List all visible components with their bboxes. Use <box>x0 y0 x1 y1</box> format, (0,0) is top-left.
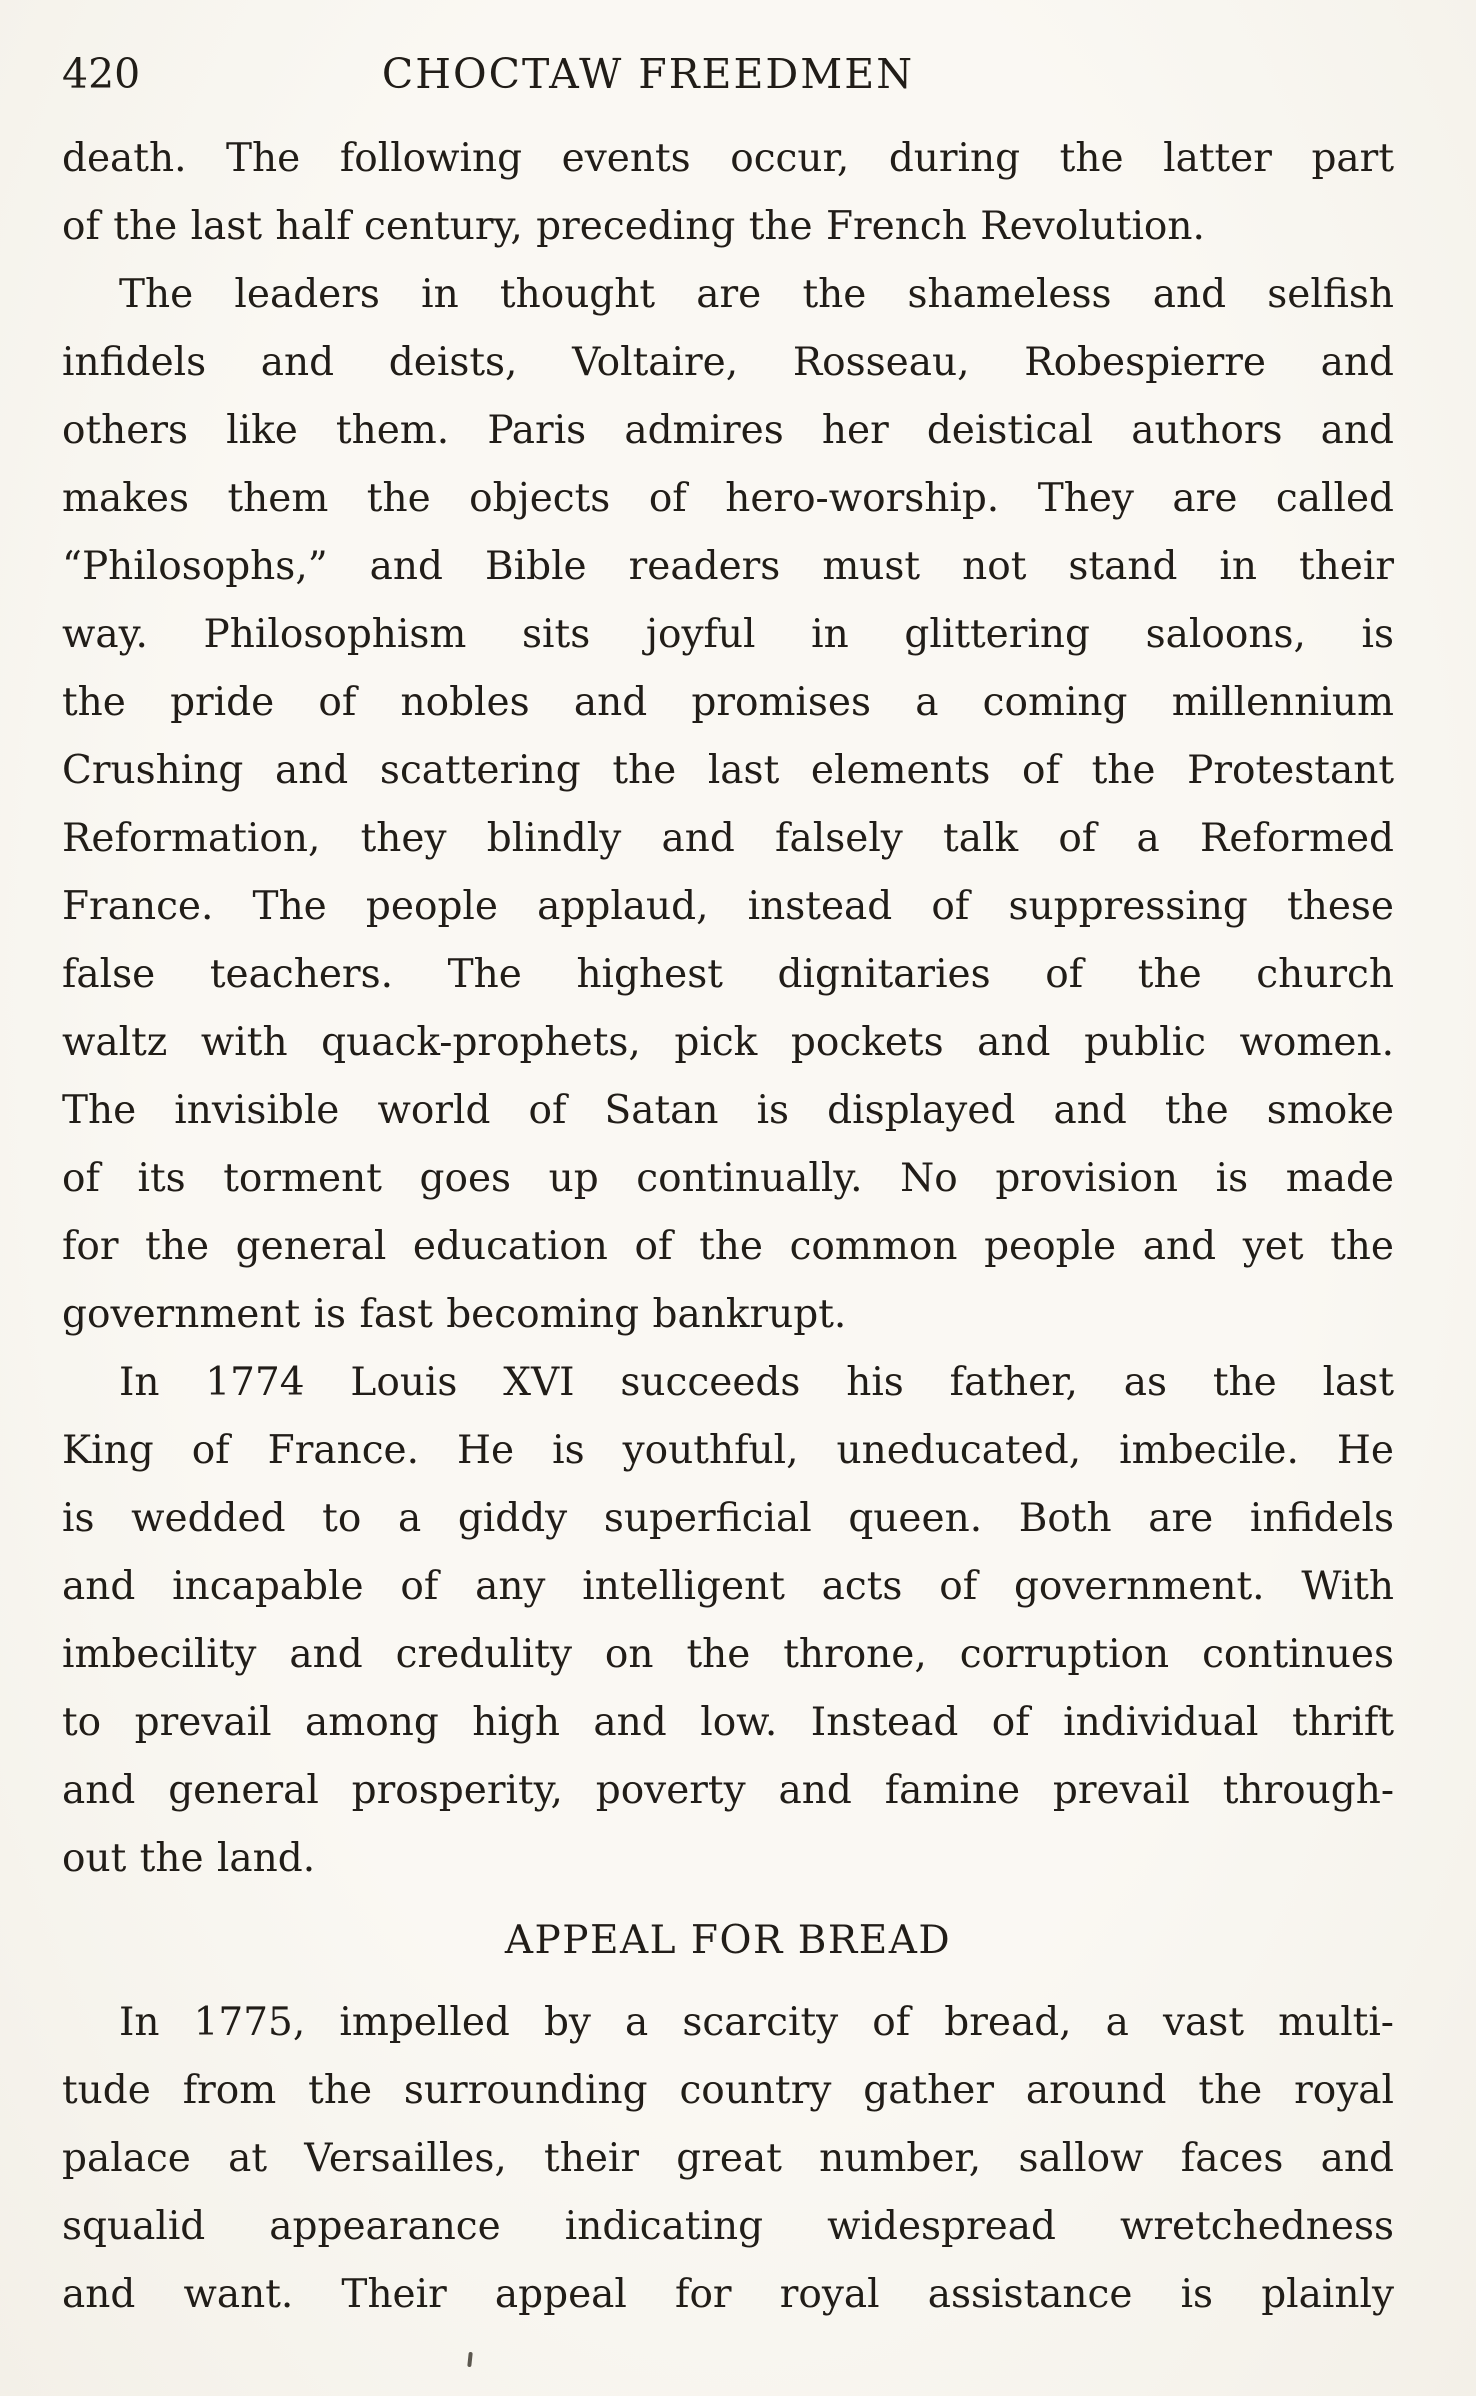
paragraph <box>62 125 1394 261</box>
scan-artifact <box>467 2352 473 2367</box>
page-body <box>0 100 1476 2329</box>
text-line: out the land. <box>62 1836 316 1881</box>
text-line: for the general education of the common people and yet the <box>62 1224 1394 1269</box>
text-line: of its torment goes up continually. No provision is made <box>62 1156 1394 1201</box>
text-line: and incapable of any intelligent acts of government. With <box>62 1564 1394 1609</box>
section-heading: APPEAL FOR BREAD <box>504 1918 952 1963</box>
text-line: palace at Versailles, their great number, sallow faces and <box>62 2136 1394 2181</box>
text-line: makes them the objects of hero-worship. They are called <box>62 476 1394 521</box>
text-line: the pride of nobles and promises a coming millennium <box>62 680 1394 725</box>
text-line: to prevail among high and low. Instead of individual thrift <box>62 1700 1394 1745</box>
text-line: In 1774 Louis XVI succeeds his father, as the last <box>119 1360 1394 1405</box>
text-line: Crushing and scattering the last elements of the Protestant <box>62 748 1394 793</box>
text-line: and general prosperity, poverty and famine prevail through- <box>62 1768 1394 1813</box>
text-line: government is fast becoming bankrupt. <box>62 1292 847 1337</box>
paragraph <box>62 1989 1394 2329</box>
running-title: CHOCTAW FREEDMEN <box>381 50 915 98</box>
page-number: 420 <box>62 50 141 98</box>
text-line: “Philosophs,” and Bible readers must not stand in their <box>62 544 1394 589</box>
text-line: The leaders in thought are the shameless and selfish <box>119 272 1394 317</box>
page-header <box>0 0 1476 100</box>
text-line: imbecility and credulity on the throne, corruption continues <box>62 1632 1394 1677</box>
text-line: and want. Their appeal for royal assistance is plainly <box>62 2272 1394 2317</box>
text-line: In 1775, impelled by a scarcity of bread, a vast multi- <box>119 2000 1394 2045</box>
paragraph <box>62 261 1394 1349</box>
text-line: others like them. Paris admires her deistical authors and <box>62 408 1394 453</box>
text-line: Reformation, they blindly and falsely talk of a Reformed <box>62 816 1394 861</box>
text-line: false teachers. The highest dignitaries of the church <box>62 952 1394 997</box>
text-line: way. Philosophism sits joyful in glittering saloons, is <box>62 612 1394 657</box>
text-line: is wedded to a giddy superficial queen. Both are infidels <box>62 1496 1394 1541</box>
text-line: infidels and deists, Voltaire, Rosseau, Robespierre and <box>62 340 1394 385</box>
text-line: The invisible world of Satan is displayed and the smoke <box>62 1088 1394 1133</box>
text-line: King of France. He is youthful, uneducated, imbecile. He <box>62 1428 1394 1473</box>
text-line: of the last half century, preceding the French Revolution. <box>62 204 1205 249</box>
text-line: France. The people applaud, instead of suppressing these <box>62 884 1394 929</box>
paragraph <box>62 1349 1394 1893</box>
text-line: tude from the surrounding country gather around the royal <box>62 2068 1394 2113</box>
text-line: waltz with quack-prophets, pick pockets and public women. <box>62 1020 1394 1065</box>
text-line: death. The following events occur, during the latter part <box>62 136 1394 181</box>
text-line: squalid appearance indicating widespread wretchedness <box>62 2204 1394 2249</box>
